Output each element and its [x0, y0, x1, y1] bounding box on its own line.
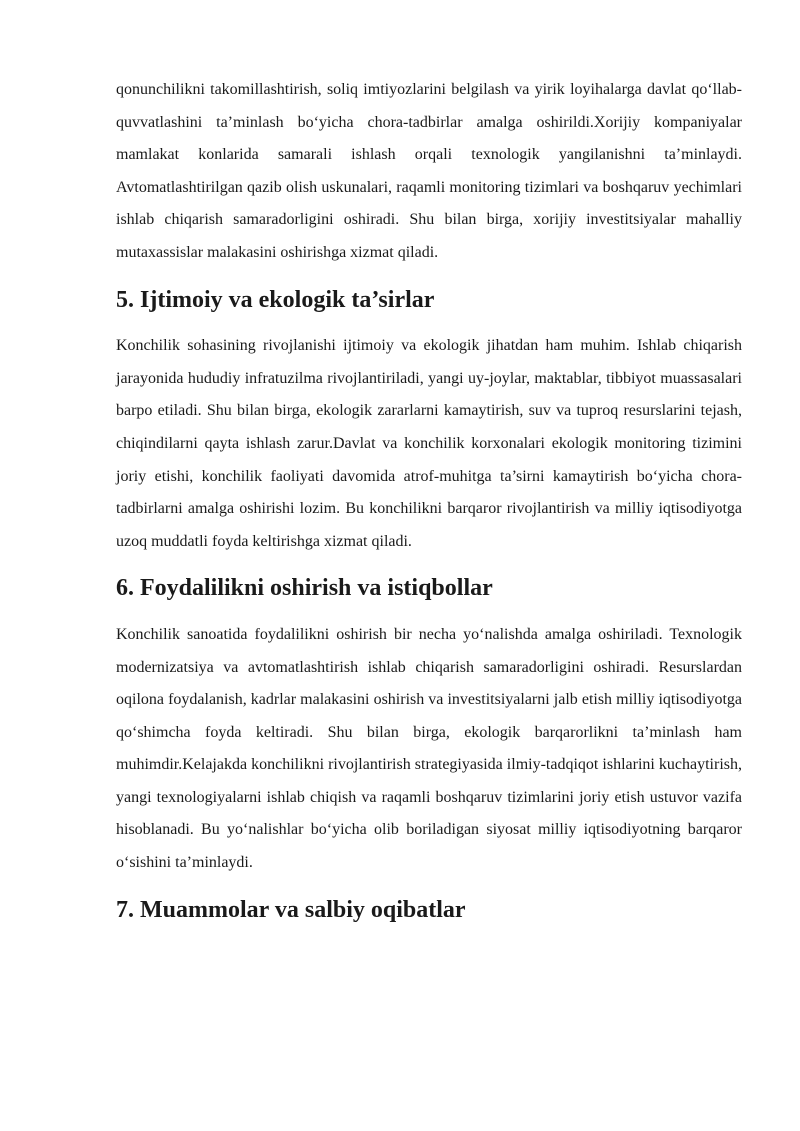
section-heading-6: 6. Foydalilikni oshirish va istiqbollar [116, 575, 493, 602]
section-heading-7: 7. Muammolar va salbiy oqibatlar [116, 896, 466, 923]
section-heading-5: 5. Ijtimoiy va ekologik ta’sirlar [116, 286, 435, 313]
paragraph-investment-policy: qonunchilikni takomillashtirish, soliq imtiyozlarini belgilash va yirik loyihalarga davlat qo‘llab-quvvatlashini ta’minlash bo‘yicha chora-tadbirlar amalga oshirildi.Xorijiy kompaniyalar mamlakat konlarida samarali ishlash orqali texnologik yangilanishni ta’minlaydi. Avtomatlashtirilgan qazib olish uskunalari, raqamli monitoring tizimlari va boshqaruv yechimlari ishlab chiqarish samaradorligini oshiradi. Shu bilan birga, xorijiy investitsiyalar mahalliy mutaxassislar malakasini oshirishga xizmat qiladi. [116, 81, 742, 261]
document-page [116, 74, 742, 926]
paragraph-profitability: Konchilik sanoatida foydalilikni oshirish bir necha yo‘nalishda amalga oshiriladi. Texnologik modernizatsiya va avtomatlashtirish ishlab chiqarish samaradorligini oshiradi. Resurslardan oqilona foydalanish, kadrlar malakasini oshirish va investitsiyalarni jalb etish milliy iqtisodiyotga qo‘shimcha foyda keltiradi. Shu bilan birga, ekologik barqarorlikni ta’minlash ham muhimdir.Kelajakda konchilikni rivojlantirish strategiyasida ilmiy-tadqiqot ishlarini kuchaytirish, yangi texnologiyalarni ishlab chiqish va raqamli boshqaruv tizimlarini joriy etish ustuvor vazifa hisoblanadi. Bu yo‘nalishlar bo‘yicha olib boriladigan siyosat milliy iqtisodiyotning barqaror o‘sishini ta’minlaydi. [116, 625, 742, 872]
paragraph-social-ecological: Konchilik sohasining rivojlanishi ijtimoiy va ekologik jihatdan ham muhim. Ishlab chiqarish jarayonida hududiy infratuzilma rivojlantiriladi, yangi uy-joylar, maktablar, tibbiyot muassasalari barpo etiladi. Shu bilan birga, ekologik zararlarni kamaytirish, suv va tuproq resurslarini tejash, chiqindilarni qayta ishlash zarur.Davlat va konchilik korxonalari ekologik monitoring tizimini joriy etishi, konchilik faoliyati davomida atrof-muhitga ta’sirni kamaytirish bo‘yicha chora-tadbirlarni amalga oshirishi lozim. Bu konchilikni barqaror rivojlantirish va milliy iqtisodiyotga uzoq muddatli foyda keltirishga xizmat qiladi. [116, 337, 742, 550]
